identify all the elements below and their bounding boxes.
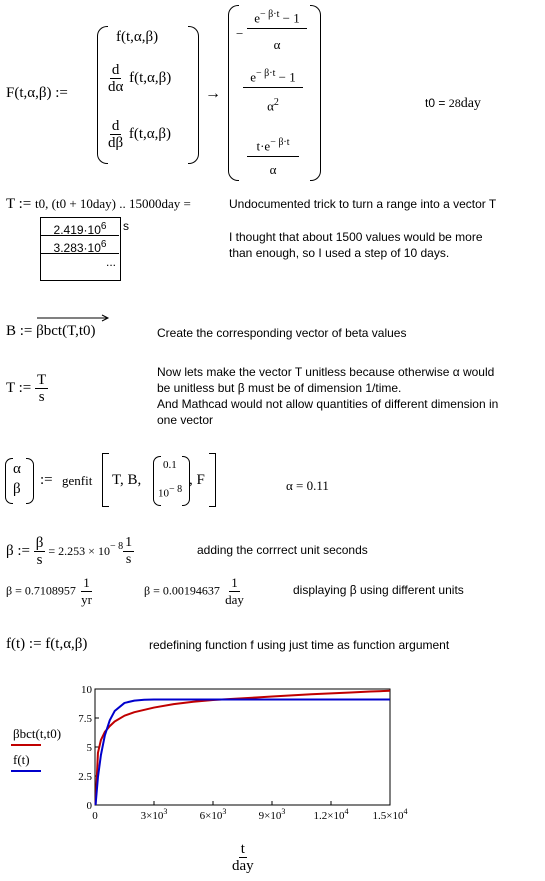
r2-tail: − 1 <box>275 69 296 85</box>
r1-tail: − 1 <box>279 10 300 26</box>
beta-unit-den: s <box>36 552 43 568</box>
y-tick-label: 5 <box>86 742 92 754</box>
symbolic-arrow: → <box>205 85 221 102</box>
range-T-cell-ellipsis: ... <box>105 255 116 269</box>
deriv-d-top-beta: d <box>111 118 120 134</box>
beta-yr-value: β = 0.7108957 <box>6 583 76 598</box>
genfit-lhs-close-paren <box>26 458 34 504</box>
result-row3-numerator <box>247 137 299 157</box>
result-row1-denominator: α <box>273 37 281 52</box>
r3-exp: − β·t <box>270 137 290 148</box>
genfit-lhs-open-paren <box>5 458 13 504</box>
range-T-cell-1: $2.419\cdot 10^6$ <box>41 218 119 236</box>
series-line-1 <box>96 691 390 805</box>
def-B-vectorized <box>36 323 95 340</box>
def-F-row2-fn: f(t,α,β) <box>129 69 172 86</box>
x-axis-label-den: day <box>232 858 254 874</box>
result-row2-numerator <box>243 68 303 88</box>
def-T-comment-1: Now lets make the vector T unitless because otherwise α would <box>157 365 495 379</box>
range-T-note-2: than enough, so I used a step of 10 days. <box>229 246 450 260</box>
t0-unit: day <box>460 96 481 111</box>
def-F-lhs: F(t,α,β) := <box>6 85 68 101</box>
beta-unit-lhs: β := <box>6 542 34 559</box>
series-group <box>96 691 390 805</box>
beta-yr-u-den: yr <box>81 592 92 607</box>
def-F-row3 <box>106 118 171 151</box>
beta-unit-comment: adding the corrrect unit seconds <box>197 543 368 557</box>
def-B-rhs: βbct(T,t0) <box>36 323 96 339</box>
r3-te: t·e <box>256 138 271 154</box>
range-T-comment: Undocumented trick to turn a range into a vector T <box>229 197 497 211</box>
genfit-guess-alpha: 0.1 <box>163 459 177 471</box>
legend-series-1: βbct(t,t0) <box>13 726 62 741</box>
range-T-note-1: I thought that about 1500 values would be more <box>229 230 483 244</box>
y-tick-label: 7.5 <box>78 713 92 725</box>
genfit-bracket-close <box>209 453 216 507</box>
beta-display-yr <box>6 575 94 608</box>
t0-value: 28 <box>448 96 461 110</box>
right-matrix-close-paren <box>310 5 321 181</box>
r1-exp: − β·t <box>260 9 280 20</box>
x-tick-label: 0 <box>92 810 98 822</box>
result-row1-minus: − <box>236 26 244 41</box>
left-matrix-close-paren <box>188 26 199 164</box>
def-B-expr <box>6 323 96 340</box>
range-T-rhs: t0, (t0 + 10day) .. 15000day = <box>35 196 191 211</box>
beta-unit-u-den: s <box>125 552 132 567</box>
def-T-comment-2: be unitless but β must be of dimension 1/time. <box>157 381 402 395</box>
range-T-unit: s <box>123 219 129 233</box>
x-tick-label: $6\times 10^3$ <box>199 807 227 822</box>
range-T-cell-2: $3.283\cdot 10^6$ <box>41 236 119 254</box>
beta-unit-num: β <box>35 535 44 551</box>
redefine-f-expr: f(t) := f(t,α,β) <box>6 636 88 652</box>
genfit-args: T, B, <box>112 472 142 488</box>
beta-unit-value: = 2.253 × 10 <box>45 543 110 558</box>
range-T-lhs: T := <box>6 196 36 212</box>
x-ticks <box>92 801 407 822</box>
genfit-guess-beta: $10^{- 8}$ <box>158 484 183 500</box>
def-B-lhs: B := <box>6 323 37 339</box>
r2-den: α <box>267 98 274 114</box>
def-T2-num: T <box>37 372 47 388</box>
deriv-d-top: d <box>111 62 120 78</box>
x-axis-label-num: t <box>240 841 245 857</box>
beta-day-u-num: 1 <box>231 575 238 590</box>
x-tick-label: $9\times 10^3$ <box>258 807 286 822</box>
redefine-f-comment: redefining function f using just time as function argument <box>149 638 450 652</box>
def-T-comment-3: And Mathcad would not allow quantities of different dimension in <box>157 397 499 411</box>
beta-unit-expr <box>6 535 134 568</box>
plot-frame <box>95 689 390 805</box>
beta-unit-exp: − 8 <box>109 540 124 552</box>
series-line-2 <box>96 700 390 805</box>
r1-e: e <box>254 10 261 26</box>
range-T-expr <box>6 196 191 213</box>
result-row3-denominator: α <box>269 162 277 177</box>
beta-day-value: β = 0.00194637 <box>144 583 220 598</box>
x-axis-label <box>230 841 256 874</box>
genfit-lhs-beta: β <box>13 481 21 497</box>
def-F-row3-fn: f(t,α,β) <box>128 125 172 142</box>
def-B-comment: Create the corresponding vector of beta values <box>157 326 407 340</box>
genfit-bracket-open <box>102 453 109 507</box>
r2-e: e <box>250 69 257 85</box>
x-tick-label: $3\times 10^3$ <box>140 807 168 822</box>
x-tick-label: $1.2\times 10^4$ <box>313 807 349 822</box>
beta-yr-u-num: 1 <box>83 575 90 590</box>
plot-area[interactable] <box>0 670 440 830</box>
result-row2-denominator <box>243 97 303 114</box>
def-T-unitless <box>6 372 48 405</box>
genfit-alpha-result: α = 0.11 <box>286 478 329 493</box>
y-tick-label: 0 <box>86 800 92 812</box>
x-tick-label: $1.5\times 10^4$ <box>372 807 408 822</box>
deriv-var-alpha: dα <box>108 79 124 95</box>
beta-unit-u-num: 1 <box>125 535 133 550</box>
genfit-tail: , F <box>189 472 205 488</box>
beta-display-comment: displaying β using different units <box>293 583 464 597</box>
genfit-lhs-alpha: α <box>13 461 21 477</box>
legend-series-2: f(t) <box>13 752 30 767</box>
def-F-row2 <box>106 62 171 95</box>
genfit-fn: genfit <box>62 473 93 488</box>
beta-day-u-den: day <box>225 592 244 607</box>
r2-exp: − β·t <box>256 68 276 79</box>
y-tick-label: 2.5 <box>78 771 92 783</box>
vectorize-arrow-icon <box>36 314 110 322</box>
t0-result <box>425 94 481 112</box>
genfit-assign: := <box>40 472 53 488</box>
def-F-row1: f(t,α,β) <box>116 29 159 45</box>
y-tick-label: 10 <box>81 684 92 696</box>
def-T2-den: s <box>38 389 45 405</box>
deriv-var-beta: dβ <box>108 135 124 151</box>
r2-den-exp: 2 <box>273 97 279 108</box>
result-row1-numerator <box>247 9 307 29</box>
t0-label: t0 = <box>425 96 449 110</box>
def-T2-lhs: T := <box>6 379 36 396</box>
beta-display-day <box>144 575 246 608</box>
def-T-comment-4: one vector <box>157 413 214 427</box>
range-T-result-table[interactable] <box>40 217 121 281</box>
